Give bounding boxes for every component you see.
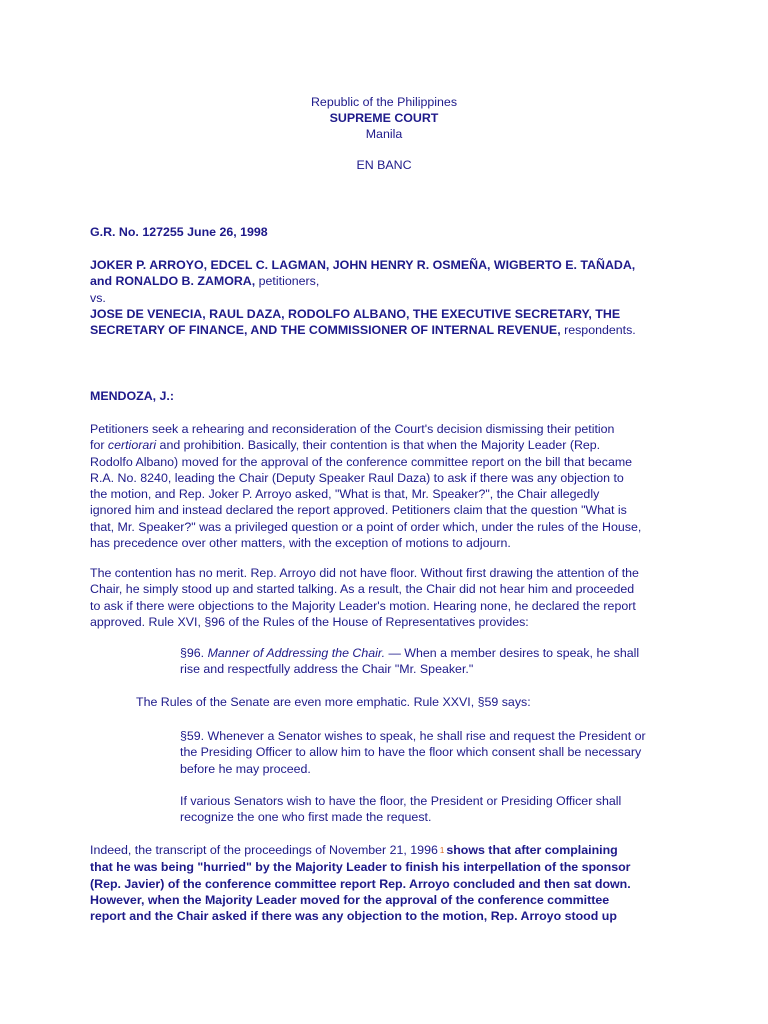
text-line: recognize the one who first made the request. — [180, 810, 432, 825]
respondents-role: respondents. — [560, 323, 636, 338]
text-line: However, when the Majority Leader moved for the approval of the conference committee — [90, 892, 610, 907]
text-line: that he was being "hurried" by the Majority Leader to finish his interpellation of the sponsor — [90, 860, 631, 875]
text-line: report and the Chair asked if there was any objection to the motion, Rep. Arroyo stood up — [90, 909, 617, 924]
text-line: that, Mr. Speaker?" was a privileged question or a point of order which, under the rules of the House, — [90, 519, 642, 534]
ponente-name: MENDOZA, J.: — [90, 389, 174, 403]
paragraph-1 — [90, 421, 690, 551]
court-city: Manila — [365, 127, 403, 141]
text-span: Indeed, the transcript of the proceedings of November 21, 1996 — [90, 843, 438, 857]
versus-label: vs. — [90, 290, 106, 305]
text-span: — When a member desires to speak, he shall — [385, 646, 640, 660]
text-span: §96. — [180, 646, 208, 660]
italic-term: certiorari — [107, 438, 157, 453]
text-line: R.A. No. 8240, leading the Chair (Deputy Speaker Raul Daza) to ask if there was any objection to — [90, 470, 624, 485]
paragraph-2 — [90, 565, 690, 630]
senate-paragraph: The Rules of the Senate are even more emphatic. Rule XXVI, §59 says: — [136, 695, 531, 709]
petitioners-role: petitioners, — [255, 274, 320, 289]
text-line: to ask if there were objections to the Majority Leader's motion. Hearing none, he declared the report — [90, 598, 636, 613]
case-number: G.R. No. 127255 June 26, 1998 — [90, 225, 268, 239]
division-label: EN BANC — [356, 158, 412, 172]
ponente — [90, 388, 174, 404]
text-line: Rodolfo Albano) moved for the approval of the conference committee report on the bill that became — [90, 454, 633, 469]
text-line: the Presiding Officer to allow him to have the floor which consent shall be necessary — [180, 745, 642, 760]
bold-span: shows that after complaining — [446, 843, 618, 857]
text-line — [90, 842, 690, 859]
text-line: rise and respectfully address the Chair "Mr. Speaker." — [180, 662, 474, 677]
text-line: §59. Whenever a Senator wishes to speak, he shall rise and request the President or — [180, 729, 646, 743]
text-line — [90, 437, 690, 453]
text-line: If various Senators wish to have the floor, the President or Presiding Officer shall — [180, 794, 622, 808]
text-span: for — [90, 438, 108, 453]
text-line: Petitioners seek a rehearing and reconsideration of the Court's decision dismissing their petition — [90, 422, 615, 436]
quoted-rule-59 — [180, 728, 680, 777]
respondents-names: JOSE DE VENECIA, RAUL DAZA, RODOLFO ALBANO, THE EXECUTIVE SECRETARY, THE — [90, 306, 621, 321]
petitioners-names: JOKER P. ARROYO, EDCEL C. LAGMAN, JOHN HENRY R. OSMEÑA, WIGBERTO E. TAÑADA, — [90, 258, 636, 272]
text-line: The contention has no merit. Rep. Arroyo did not have floor. Without first drawing the attention of the — [90, 566, 639, 580]
republic-line: Republic of the Philippines — [310, 95, 458, 109]
footnote-link[interactable]: 1 — [439, 846, 445, 855]
case-parties — [90, 257, 690, 338]
text-span: and prohibition. Basically, their contention is that when the Majority Leader (Rep. — [156, 438, 601, 453]
text-line: the motion, and Rep. Joker P. Arroyo asked, "What is that, Mr. Speaker?", the Chair allegedly — [90, 487, 600, 502]
quoted-rule-96 — [180, 645, 680, 678]
text-line: before he may proceed. — [180, 761, 311, 776]
text-line — [180, 645, 680, 661]
petitioners-names-cont: and RONALDO B. ZAMORA, — [90, 274, 256, 289]
text-line: (Rep. Javier) of the conference committee report Rep. Arroyo concluded and then sat down. — [90, 876, 631, 891]
text-line: Chair, he simply stood up and started talking. As a result, the Chair did not hear him and proceeded — [90, 582, 635, 597]
paragraph-3 — [90, 842, 690, 924]
court-name: SUPREME COURT — [329, 111, 439, 125]
text-line: approved. Rule XVI, §96 of the Rules of the House of Representatives provides: — [90, 614, 529, 629]
quoted-rule-59-cont — [180, 793, 680, 826]
text-line: has precedence over other matters, with the exception of motions to adjourn. — [90, 536, 511, 551]
text-line: ignored him and instead declared the report approved. Petitioners claim that the question "What is — [90, 503, 627, 518]
italic-heading: Manner of Addressing the Chair. — [207, 646, 386, 660]
court-header — [0, 94, 768, 142]
respondents-names-cont: SECRETARY OF FINANCE, AND THE COMMISSIONER OF INTERNAL REVENUE, — [90, 323, 561, 338]
